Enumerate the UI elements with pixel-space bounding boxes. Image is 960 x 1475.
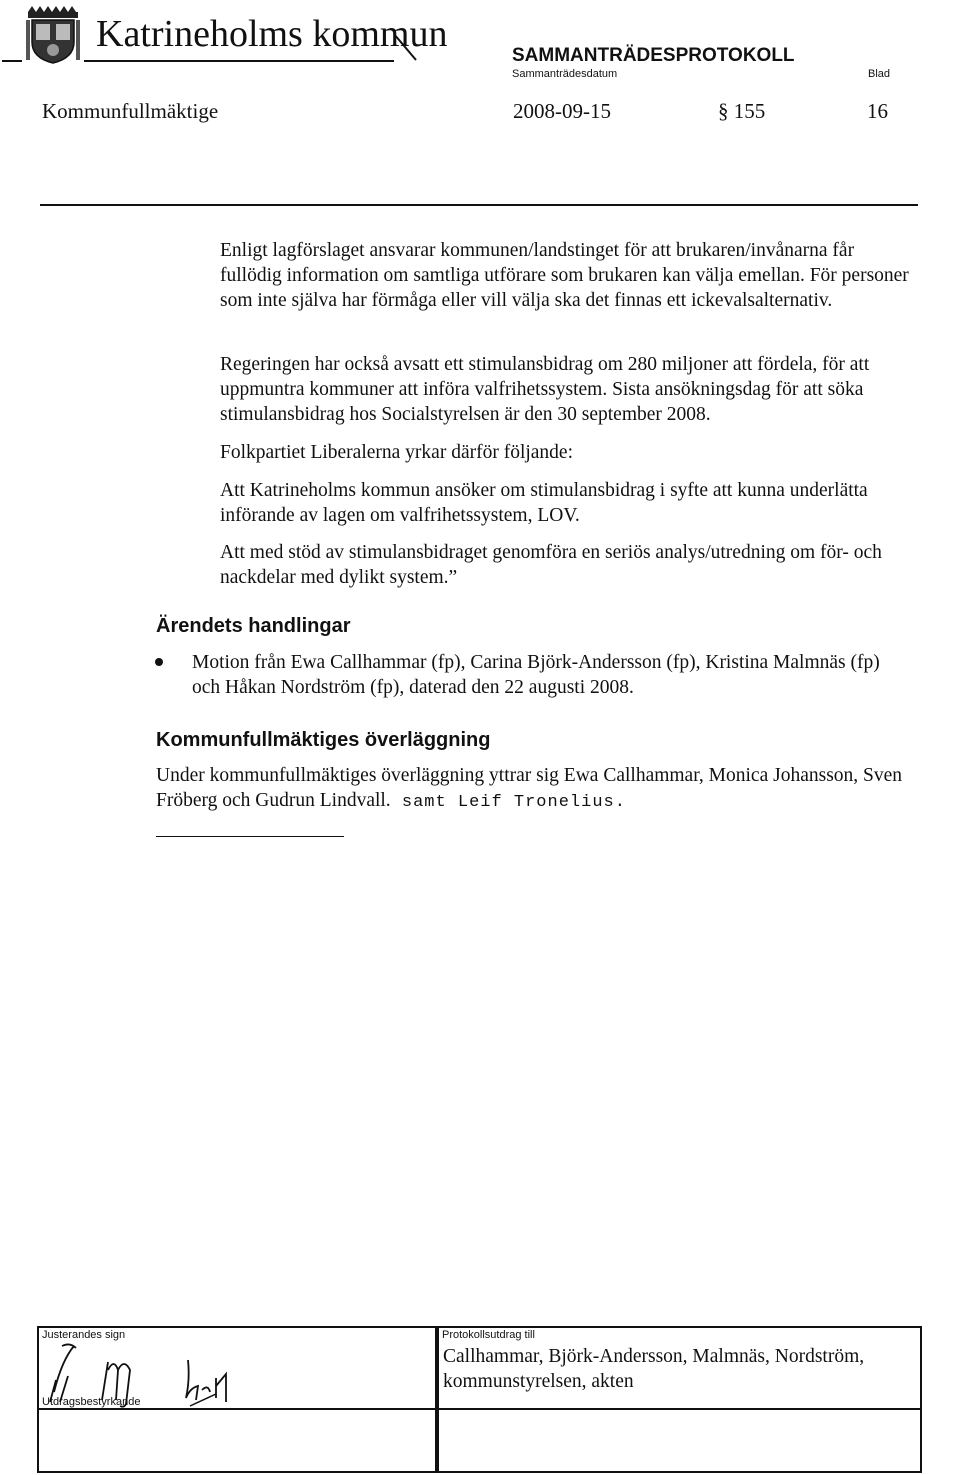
typed-addition: samt Leif Tronelius. [390,793,626,812]
paragraph-stimulus-grant: Regeringen har också avsatt ett stimulansbidrag om 280 miljoner att fördela, för att uppmuntra kommuner att införa valfrihetssystem. Sista ansökningsdag för att söka stimulansbidrag hos Socialstyrelsen är den 30 september 2008. [220,354,870,425]
debate-paragraph [156,763,916,815]
meeting-date: 2008-09-15 [513,99,611,123]
section-end-rule [156,836,344,837]
header-underline [84,60,394,62]
bullet-icon [155,658,163,666]
municipality-name: Katrineholms kommun [96,13,448,55]
coat-of-arms-logo [24,6,82,64]
meeting-date-label: Sammanträdesdatum [512,68,618,80]
paragraph-information-requirement: Enligt lagförslaget ansvarar kommunen/landstinget för att brukaren/invånarna får fullödig information om samtliga utförare som brukaren kan välja emellan. För personer som inte själva har förmåga eller vill välja ska det finnas ett ickevalsalternativ. [220,240,909,311]
document-list-item: Motion från Ewa Callhammar (fp), Carina Björk-Andersson (fp), Kristina Malmnäs (fp) och Håkan Nordström (fp), daterad den 22 augusti 2008. [192,652,880,698]
paragraph-proposal-2: Att med stöd av stimulansbidraget genomföra en seriös analys/utredning om för- och nackdelar med dylikt system.” [220,542,882,588]
governing-body-name: Kommunfullmäktige [42,99,219,123]
section-heading-debate: Kommunfullmäktiges överläggning [156,729,491,751]
adjusters-signature-label: Justerandes sign [42,1329,126,1341]
extract-recipients: Callhammar, Björk-Andersson, Malmnäs, Nordström, kommunstyrelsen, akten [443,1346,865,1392]
protocol-title: SAMMANTRÄDESPROTOKOLL [512,45,795,66]
paragraph-proposal-1: Att Katrineholms kommun ansöker om stimulansbidrag i syfte att kunna underlätta införande av lagen om valfrihetssystem, LOV. [220,480,868,526]
paragraph-proposal-intro: Folkpartiet Liberalerna yrkar därför följande: [220,442,574,463]
section-heading-documents: Ärendets handlingar [156,615,351,637]
sheet-label: Blad [868,68,891,80]
header-rule [2,60,22,62]
extract-recipients-label: Protokollsutdrag till [442,1329,535,1341]
paragraph-number: § 155 [718,99,766,123]
header-slash-mark [392,32,418,62]
certification-label: Utdragsbestyrkande [42,1396,141,1408]
handwritten-signatures [40,1340,300,1408]
signature-box-divider [37,1408,437,1410]
debate-speakers: Under kommunfullmäktiges överläggning yttrar sig Ewa Callhammar, Monica Johansson, Sven Fröberg och Gudrun Lindvall. [156,765,903,811]
header-divider [40,204,918,206]
sheet-number: 16 [867,99,888,123]
